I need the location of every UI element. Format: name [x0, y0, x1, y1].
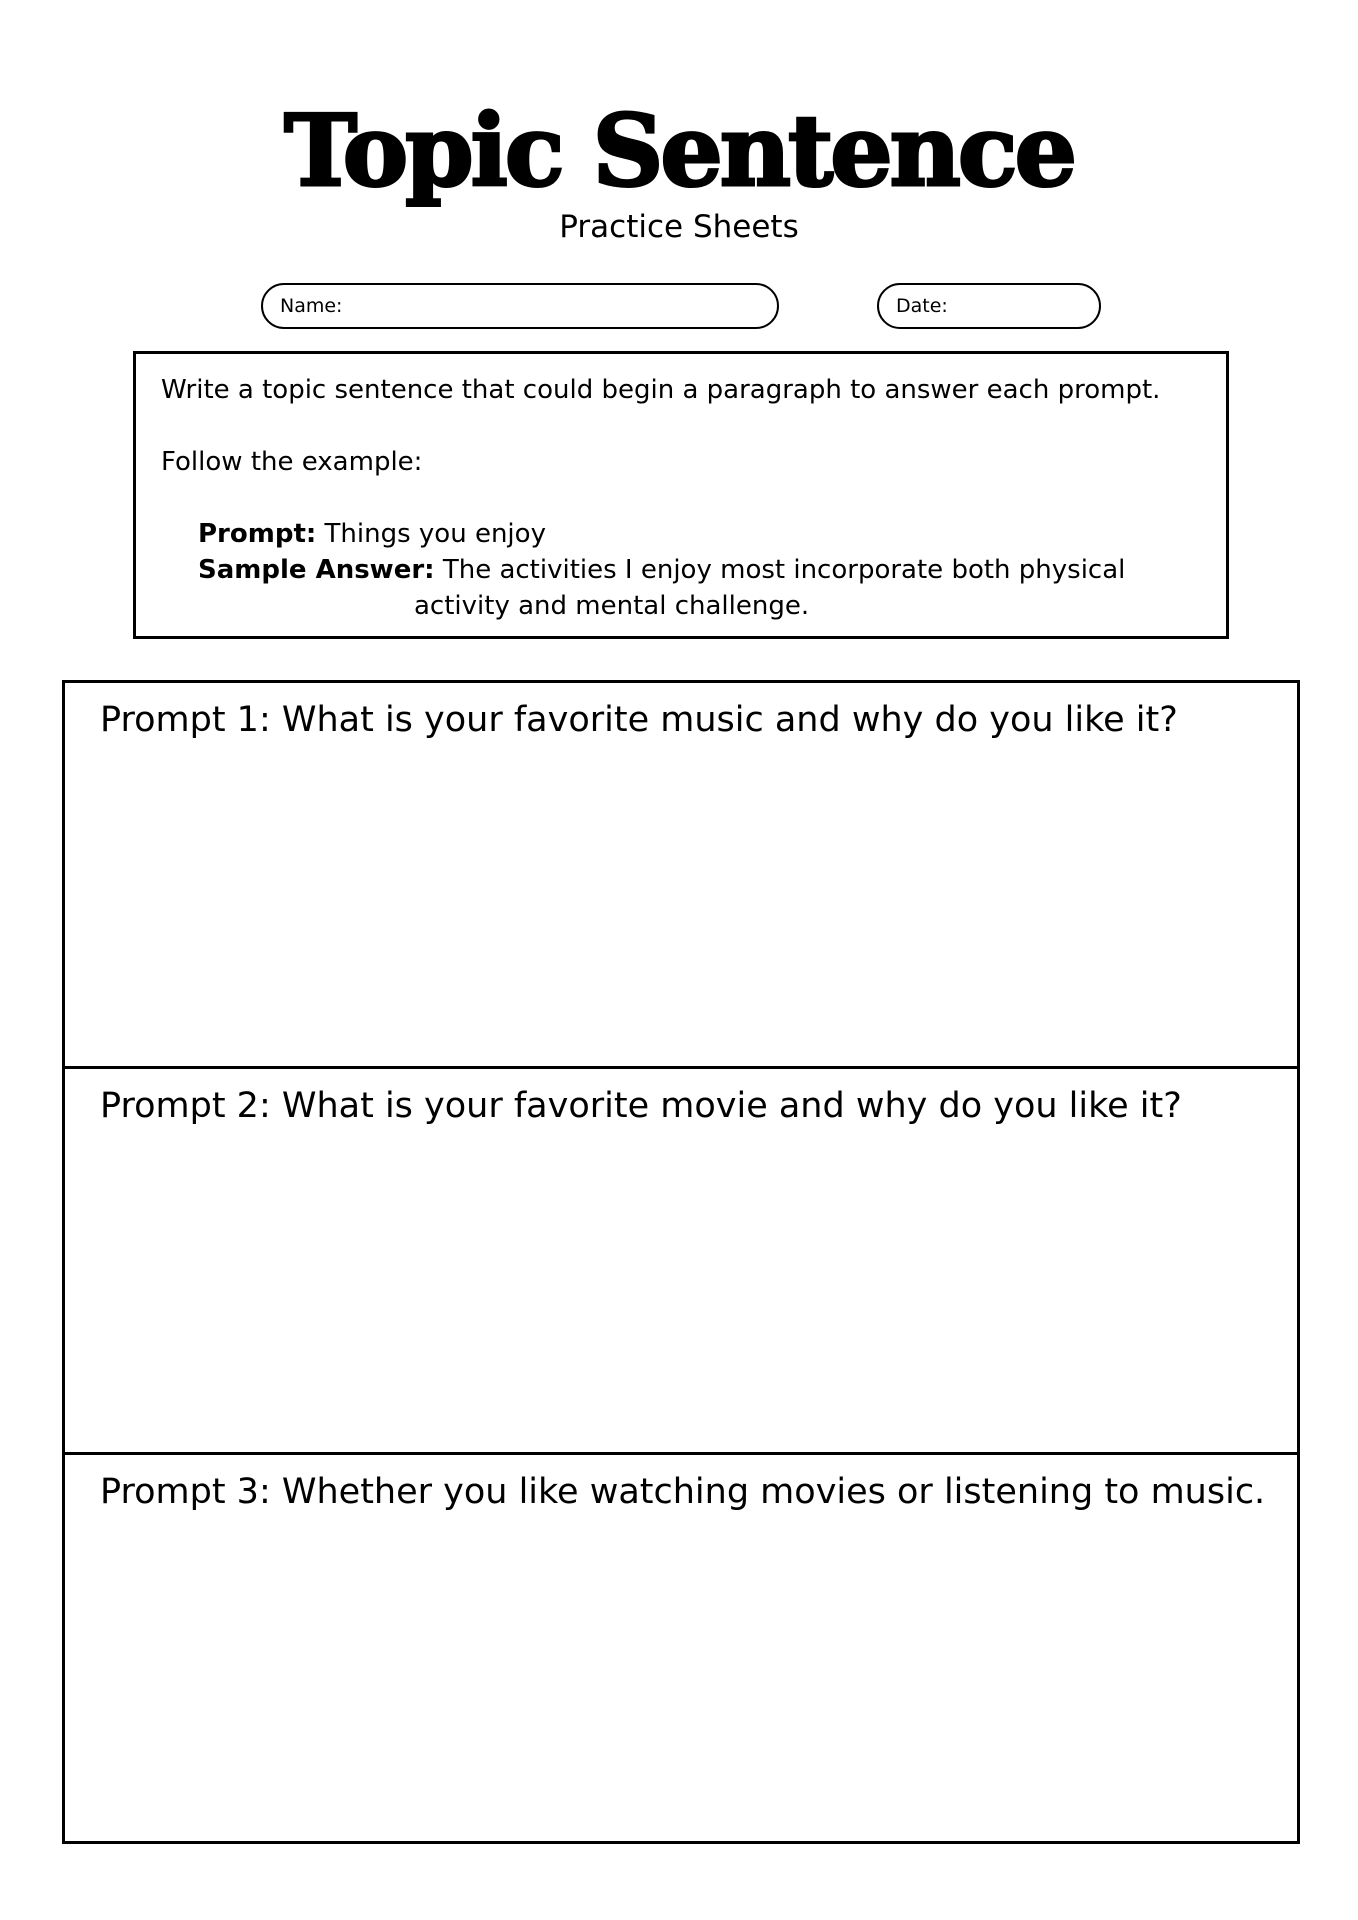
- follow-example-text: Follow the example:: [161, 447, 423, 477]
- example-sample-answer: [198, 552, 1125, 588]
- prompt-2-text: Prompt 2: What is your favorite movie and why do you like it?: [100, 1086, 1182, 1126]
- instructions-box: [133, 351, 1229, 639]
- page-title: Topic Sentence: [284, 94, 1074, 209]
- instruction-text: Write a topic sentence that could begin a paragraph to answer each prompt.: [161, 375, 1161, 405]
- name-field-label: Name:: [280, 295, 343, 317]
- answer-box-3[interactable]: [62, 1452, 1300, 1844]
- date-field[interactable]: [877, 283, 1101, 329]
- sample-answer-label: Sample Answer:: [198, 555, 435, 585]
- prompt-3-text: Prompt 3: Whether you like watching movies or listening to music.: [100, 1472, 1266, 1512]
- name-field[interactable]: [261, 283, 779, 329]
- answer-box-2[interactable]: [62, 1066, 1300, 1455]
- prompt-1-text: Prompt 1: What is your favorite music and why do you like it?: [100, 700, 1178, 740]
- example-prompt-text: Things you enjoy: [324, 519, 546, 549]
- sample-answer-continuation: activity and mental challenge.: [414, 591, 810, 621]
- sample-answer-text: The activities I enjoy most incorporate both physical: [442, 555, 1126, 585]
- page-subtitle: Practice Sheets: [559, 209, 799, 245]
- example-prompt-label: Prompt:: [198, 519, 317, 549]
- date-field-label: Date:: [896, 295, 948, 317]
- answer-box-1[interactable]: [62, 680, 1300, 1069]
- example-prompt: [198, 516, 546, 552]
